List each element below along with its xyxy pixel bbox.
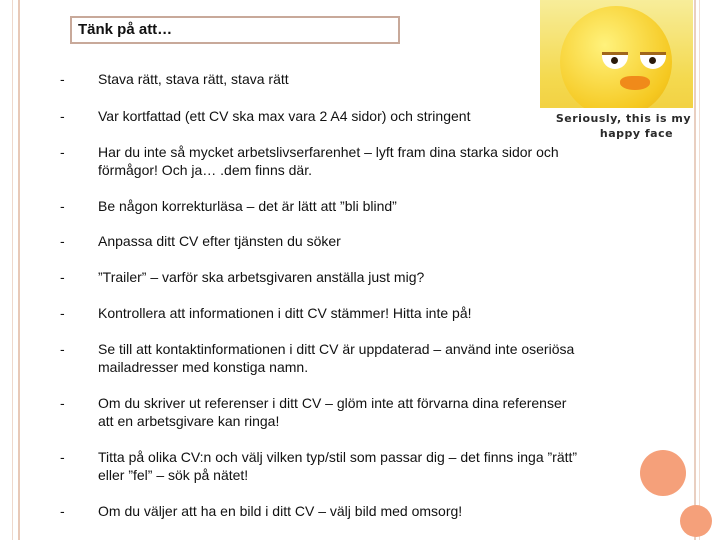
decorative-circle-large [640,450,686,496]
bullet-marker: - [60,269,65,285]
bullet-marker: - [60,395,65,411]
bullet-text: Kontrollera att informationen i ditt CV stämmer! Hitta inte på! [98,305,472,321]
bullet-marker: - [60,71,65,87]
bullet-text: Om du skriver ut referenser i ditt CV – glöm inte att förvarna dina referenser att en arbetsgivare kan ringa! [98,395,567,429]
bullet-marker: - [60,503,65,519]
slide-title [70,16,400,44]
slide-title-text: Tänk på att… [78,21,173,38]
slide-border-right-inner [699,0,700,540]
bullet-text: Har du inte så mycket arbetslivserfarenhet – lyft fram dina starka sidor och förmågor! Och ja… .dem finns där. [98,144,559,178]
slide-border-left [18,0,20,540]
bullet-marker: - [60,233,65,249]
bullet-marker: - [60,305,65,321]
slide-border-right [694,0,696,540]
slide-border-outer [12,0,13,540]
chick-right-eye [640,52,666,69]
decorative-circle-small [680,505,712,537]
bullet-text: Be någon korrekturläsa – det är lätt att ”bli blind” [98,198,397,214]
bullet-text: Stava rätt, stava rätt, stava rätt [98,71,289,87]
bullet-marker: - [60,449,65,465]
bullet-text: Om du väljer att ha en bild i ditt CV – välj bild med omsorg! [98,503,463,519]
bullet-text: Var kortfattad (ett CV ska max vara 2 A4 sidor) och stringent [98,108,471,124]
chick-left-eye [602,52,628,69]
bullet-marker: - [60,108,65,124]
image-caption-line-1: Seriously, this is my [555,112,691,125]
chick-beak [620,76,650,90]
bullet-text: Anpassa ditt CV efter tjänsten du söker [98,233,341,249]
bullet-marker: - [60,198,65,214]
bullet-marker: - [60,144,65,160]
bullet-marker: - [60,341,65,357]
bullet-text: ”Trailer” – varför ska arbetsgivaren anställa just mig? [98,269,425,285]
image-caption-line-2: happy face [599,127,674,140]
bullet-text: Titta på olika CV:n och välj vilken typ/stil som passar dig – det finns inga ”rätt” eller ”fel” – sök på nätet! [98,449,578,483]
chick-head [560,6,672,118]
bullet-text: Se till att kontaktinformationen i ditt CV är uppdaterad – använd inte oseriösa mailadresser med konstiga namn. [98,341,575,375]
